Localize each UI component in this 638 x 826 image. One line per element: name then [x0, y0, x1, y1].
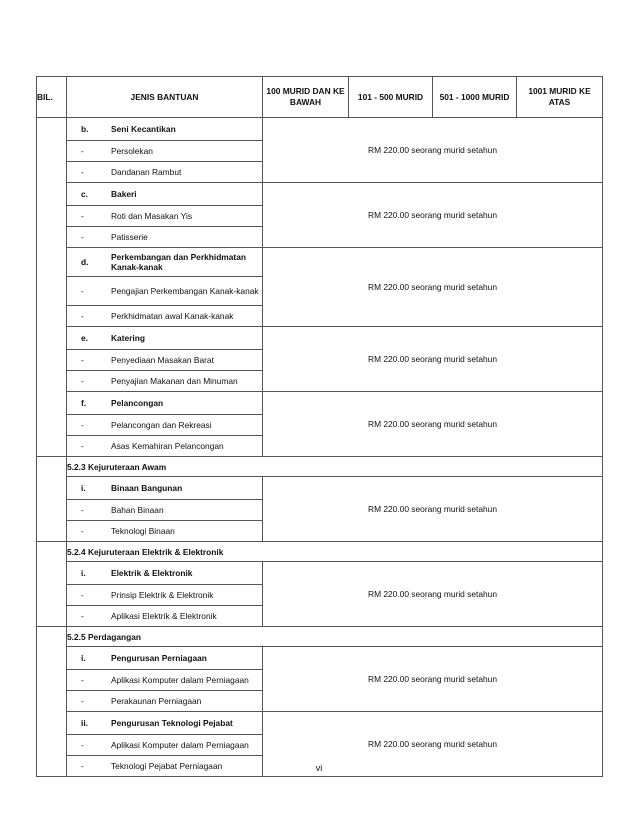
list-item [67, 227, 262, 248]
item-marker: - [67, 415, 109, 436]
list-item [67, 141, 262, 162]
page-number: vi [315, 763, 323, 773]
header-row [37, 77, 603, 118]
item-label: Aplikasi Komputer dalam Perniagaan [109, 735, 262, 756]
amount-cell: RM 220.00 seorang murid setahun [263, 183, 603, 248]
group-title: Pelancongan [109, 392, 262, 415]
amount-cell: RM 220.00 seorang murid setahun [263, 118, 603, 183]
group-title: Binaan Bangunan [109, 477, 262, 500]
list-item [67, 606, 262, 627]
item-label: Pelancongan dan Rekreasi [109, 415, 262, 436]
item-marker: - [81, 376, 84, 386]
group-row [37, 248, 603, 327]
list-item [67, 500, 262, 521]
group-cell [67, 248, 263, 327]
item-label: Aplikasi Elektrik & Elektronik [111, 611, 217, 621]
group-cell [67, 118, 263, 183]
header-jenis: JENIS BANTUAN [67, 77, 263, 118]
item-marker: - [67, 585, 109, 606]
amount-cell: RM 220.00 seorang murid setahun [263, 392, 603, 457]
item-marker: - [81, 761, 84, 771]
item-label: Prinsip Elektrik & Elektronik [109, 585, 262, 606]
group-heading [67, 392, 262, 415]
item-marker: - [67, 141, 109, 162]
bil-cell [37, 457, 67, 542]
item-label: Persolekan [109, 141, 262, 162]
group-marker: i. [67, 562, 109, 585]
item-label: Dandanan Rambut [111, 167, 182, 177]
group-marker: i. [67, 647, 109, 670]
item-marker: - [67, 500, 109, 521]
header-bil: BIL. [37, 77, 67, 118]
section-title-perdagangan: 5.2.5 Perdagangan [67, 627, 603, 647]
item-marker: - [67, 735, 109, 756]
item-marker: - [67, 350, 109, 371]
header-c1: 100 MURID DAN KE BAWAH [263, 77, 349, 118]
item-marker: - [67, 277, 109, 306]
group-marker: c. [67, 183, 109, 206]
amount-cell: RM 220.00 seorang murid setahun [263, 477, 603, 542]
group-heading [67, 327, 262, 350]
group-heading [67, 477, 262, 500]
group-cell [67, 183, 263, 248]
item-marker: - [81, 311, 84, 321]
group-marker: ii. [67, 712, 109, 735]
list-item [67, 521, 262, 542]
item-label: Perkhidmatan awal Kanak-kanak [111, 311, 234, 321]
group-marker: i. [67, 477, 109, 500]
section-row [37, 542, 603, 562]
group-heading [67, 248, 262, 277]
list-item [67, 350, 262, 371]
item-marker: - [81, 611, 84, 621]
group-cell [67, 327, 263, 392]
group-marker: e. [67, 327, 109, 350]
list-item [67, 162, 262, 183]
group-heading [67, 118, 262, 141]
item-marker: - [81, 526, 84, 536]
section-row [37, 457, 603, 477]
list-item [67, 735, 262, 756]
item-label: Perakaunan Perniagaan [111, 696, 202, 706]
group-row [37, 118, 603, 183]
group-cell [67, 392, 263, 457]
group-heading [67, 562, 262, 585]
list-item [67, 436, 262, 457]
item-label: Teknologi Pejabat Perniagaan [111, 761, 223, 771]
item-label: Patisserie [111, 232, 148, 242]
item-marker: - [81, 232, 84, 242]
amount-cell: RM 220.00 seorang murid setahun [263, 712, 603, 777]
bil-cell [37, 118, 67, 457]
bil-cell [37, 627, 67, 777]
item-marker: - [81, 441, 84, 451]
item-label: Asas Kemahiran Pelancongan [111, 441, 224, 451]
group-row [37, 562, 603, 627]
header-c2: 101 - 500 MURID [349, 77, 433, 118]
item-label: Pengajian Perkembangan Kanak-kanak [109, 277, 262, 306]
item-label: Penyediaan Masakan Barat [109, 350, 262, 371]
group-cell [67, 647, 263, 712]
aid-table [36, 76, 603, 777]
item-marker: - [67, 670, 109, 691]
item-marker: - [67, 206, 109, 227]
group-title: Perkembangan dan Perkhidmatan Kanak-kanak [109, 248, 262, 277]
group-row [37, 183, 603, 248]
amount-cell: RM 220.00 seorang murid setahun [263, 562, 603, 627]
list-item [67, 306, 262, 327]
list-item [67, 277, 262, 306]
group-title: Seni Kecantikan [109, 118, 262, 141]
amount-cell: RM 220.00 seorang murid setahun [263, 327, 603, 392]
group-heading [67, 647, 262, 670]
group-row [37, 392, 603, 457]
bil-cell [37, 542, 67, 627]
item-marker: - [81, 167, 84, 177]
group-title: Katering [109, 327, 262, 350]
group-title: Bakeri [109, 183, 262, 206]
item-label: Bahan Binaan [109, 500, 262, 521]
amount-cell: RM 220.00 seorang murid setahun [263, 647, 603, 712]
group-title: Pengurusan Teknologi Pejabat [109, 712, 262, 735]
group-heading [67, 712, 262, 735]
item-marker: - [81, 696, 84, 706]
list-item [67, 670, 262, 691]
group-row [37, 477, 603, 542]
group-cell [67, 562, 263, 627]
group-cell [67, 477, 263, 542]
group-marker: f. [67, 392, 109, 415]
list-item [67, 371, 262, 392]
section-row [37, 627, 603, 647]
list-item [67, 206, 262, 227]
group-marker: b. [67, 118, 109, 141]
item-label: Teknologi Binaan [111, 526, 175, 536]
section-title-awam: 5.2.3 Kejuruteraan Awam [67, 457, 603, 477]
item-label: Roti dan Masakan Yis [109, 206, 262, 227]
list-item [67, 415, 262, 436]
section-title-elektrik: 5.2.4 Kejuruteraan Elektrik & Elektronik [67, 542, 603, 562]
item-label: Penyajian Makanan dan Minuman [111, 376, 238, 386]
group-row [37, 647, 603, 712]
group-heading [67, 183, 262, 206]
group-row [37, 327, 603, 392]
list-item [67, 585, 262, 606]
group-marker: d. [67, 248, 109, 277]
group-title: Elektrik & Elektronik [109, 562, 262, 585]
group-title: Pengurusan Perniagaan [109, 647, 262, 670]
header-c3: 501 - 1000 MURID [433, 77, 517, 118]
list-item [67, 691, 262, 712]
header-c4: 1001 MURID KE ATAS [517, 77, 603, 118]
item-label: Aplikasi Komputer dalam Perniagaan [109, 670, 262, 691]
amount-cell: RM 220.00 seorang murid setahun [263, 248, 603, 327]
